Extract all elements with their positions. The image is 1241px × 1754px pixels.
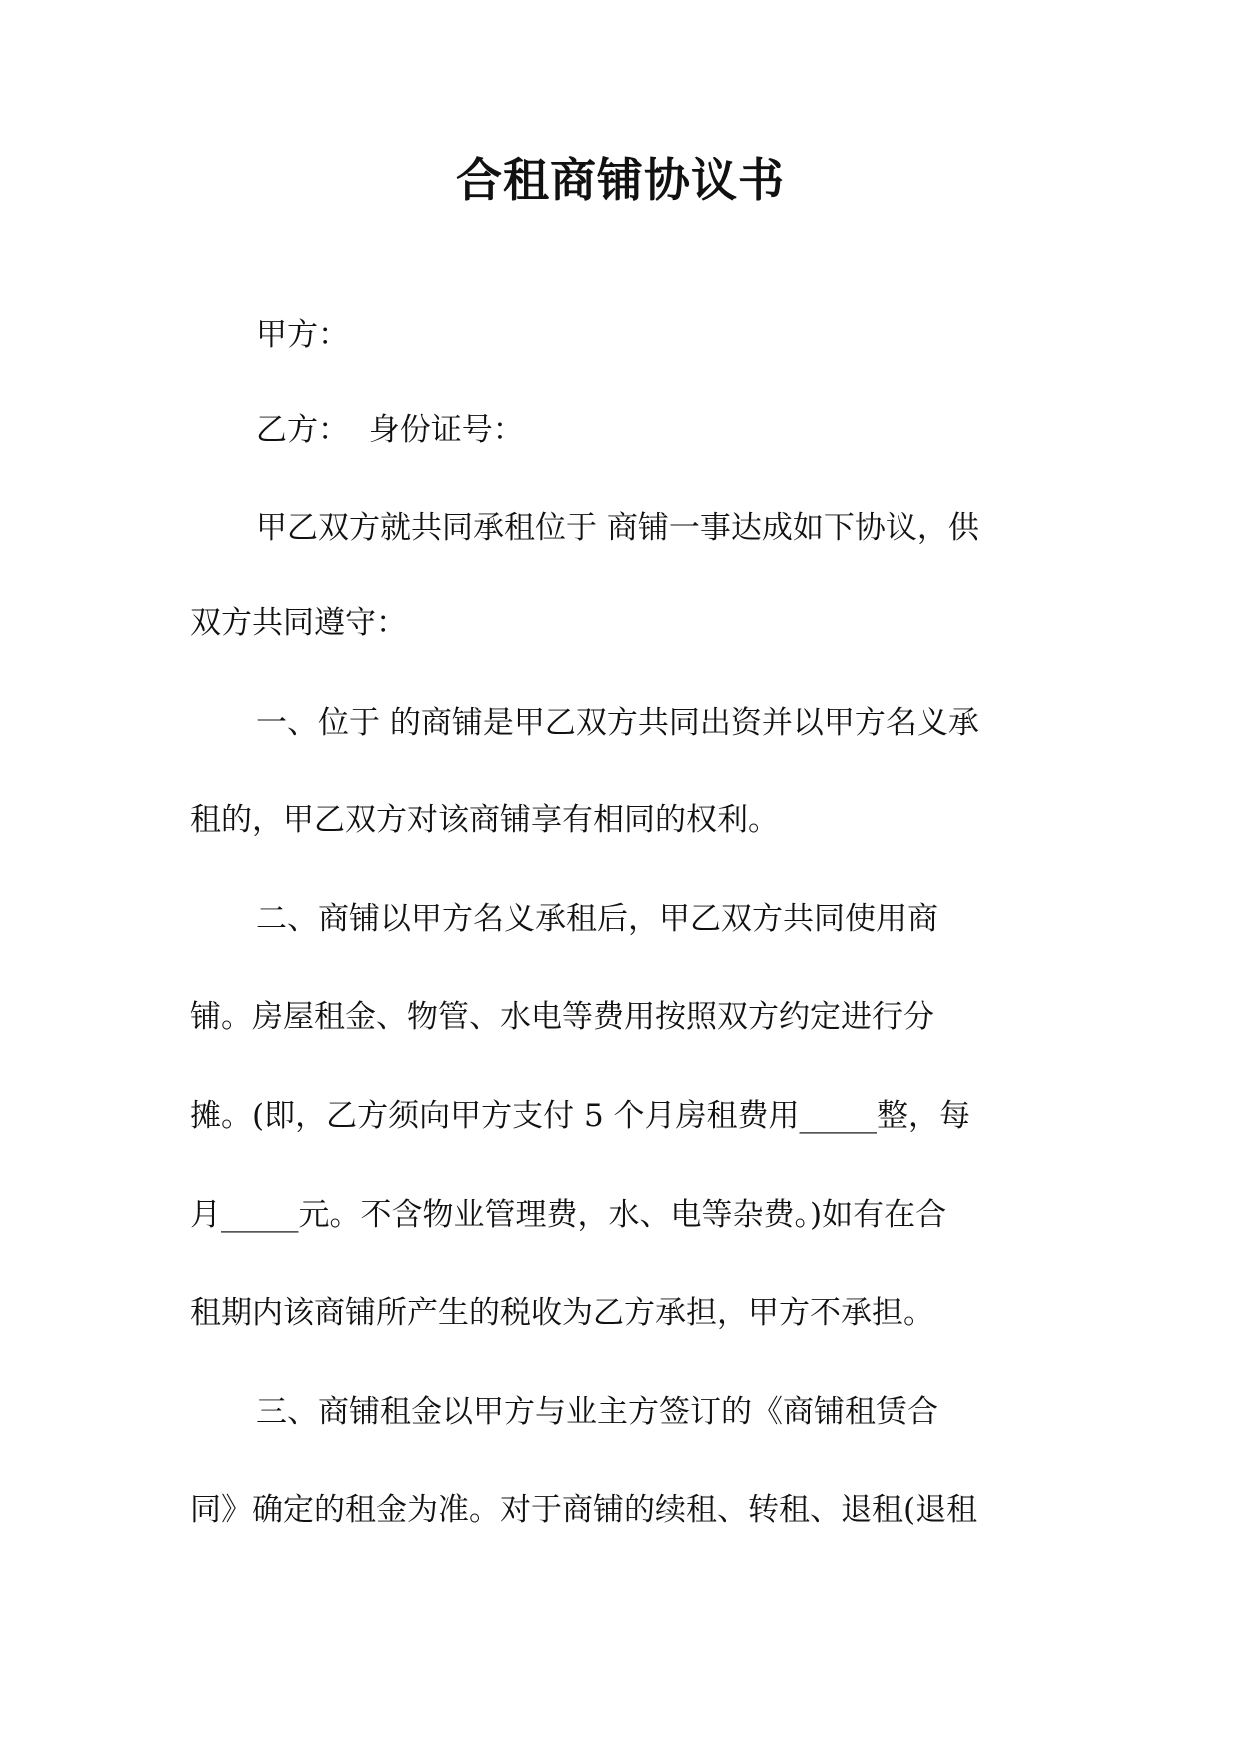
clause-3-line-1: 三、商铺租金以甲方与业主方签订的《商铺租赁合 xyxy=(256,1394,938,1430)
clause-1-line-1: 一、位于 的商铺是甲乙双方共同出资并以甲方名义承 xyxy=(256,705,979,741)
document-title: 合租商铺协议书 xyxy=(456,153,785,207)
preamble-line-2: 双方共同遵守： xyxy=(190,605,407,641)
clause-2-line-5: 租期内该商铺所产生的税收为乙方承担，甲方不承担。 xyxy=(190,1295,934,1331)
clause-2-line-1: 二、商铺以甲方名义承租后，甲乙双方共同使用商 xyxy=(256,901,938,937)
clause-1-line-2: 租的，甲乙双方对该商铺享有相同的权利。 xyxy=(190,802,779,838)
clause-2-line-2: 铺。房屋租金、物管、水电等费用按照双方约定进行分 xyxy=(190,999,934,1035)
clause-2-line-4: 月_____元。不含物业管理费，水、电等杂费。)如有在合 xyxy=(190,1197,947,1233)
clause-3-line-2: 同》确定的租金为准。对于商铺的续租、转租、退租(退租 xyxy=(190,1492,978,1528)
preamble-line-1: 甲乙双方就共同承租位于 商铺一事达成如下协议，供 xyxy=(256,510,979,546)
party-a-line: 甲方： xyxy=(256,317,349,353)
clause-2-line-3: 摊。(即，乙方须向甲方支付 5 个月房租费用_____整，每 xyxy=(190,1098,971,1134)
party-b-line: 乙方： 身份证号： xyxy=(256,412,524,448)
